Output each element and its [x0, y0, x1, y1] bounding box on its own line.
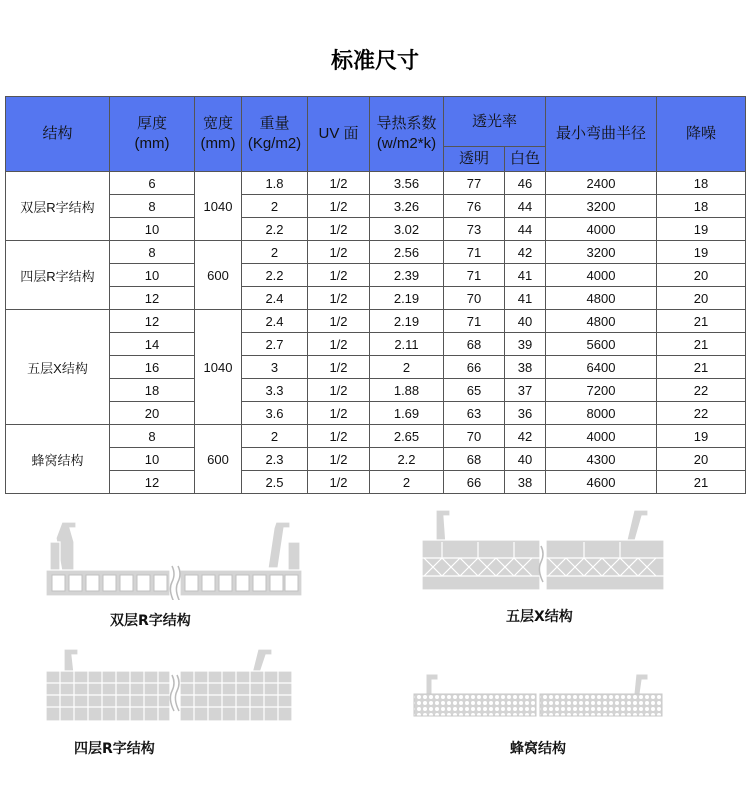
thickness-cell: 12: [110, 471, 195, 494]
weight-cell: 3.6: [242, 402, 308, 425]
noise-cell: 19: [657, 218, 746, 241]
header-width: 宽度 (mm): [195, 97, 242, 172]
width-cell: 600: [195, 241, 242, 310]
thickness-cell: 6: [110, 172, 195, 195]
weight-cell: 2.5: [242, 471, 308, 494]
table-row: [6, 379, 746, 402]
table-row: [6, 218, 746, 241]
uv-cell: 1/2: [308, 287, 370, 310]
uv-cell: 1/2: [308, 310, 370, 333]
four-r-structure-diagram: [40, 645, 300, 725]
structure-cell: 蜂窝结构: [6, 425, 110, 494]
clear-transmittance-cell: 71: [444, 241, 505, 264]
weight-cell: 1.8: [242, 172, 308, 195]
five-x-structure-label: 五层X结构: [506, 609, 573, 625]
weight-cell: 2: [242, 425, 308, 448]
thermal-cell: 3.26: [370, 195, 444, 218]
header-uv: UV 面: [308, 97, 370, 172]
width-cell: 1040: [195, 310, 242, 425]
thermal-cell: 2.56: [370, 241, 444, 264]
clear-transmittance-cell: 76: [444, 195, 505, 218]
bend-radius-cell: 7200: [546, 379, 657, 402]
thermal-cell: 2.11: [370, 333, 444, 356]
thermal-cell: 2.39: [370, 264, 444, 287]
header-white: 白色: [505, 147, 546, 172]
bend-radius-cell: 2400: [546, 172, 657, 195]
white-transmittance-cell: 42: [505, 241, 546, 264]
spec-table: [5, 96, 746, 494]
thickness-cell: 8: [110, 195, 195, 218]
noise-cell: 19: [657, 241, 746, 264]
thermal-cell: 2.65: [370, 425, 444, 448]
structure-cell: 四层R字结构: [6, 241, 110, 310]
table-row: [6, 310, 746, 333]
header-structure: 结构: [6, 97, 110, 172]
weight-cell: 3: [242, 356, 308, 379]
header-weight: 重量 (Kg/m2): [242, 97, 308, 172]
thermal-cell: 2.2: [370, 448, 444, 471]
noise-cell: 18: [657, 172, 746, 195]
noise-cell: 20: [657, 264, 746, 287]
table-row: [6, 471, 746, 494]
white-transmittance-cell: 36: [505, 402, 546, 425]
weight-cell: 2.2: [242, 264, 308, 287]
white-transmittance-cell: 40: [505, 310, 546, 333]
white-transmittance-cell: 42: [505, 425, 546, 448]
noise-cell: 21: [657, 333, 746, 356]
noise-cell: 21: [657, 356, 746, 379]
thermal-cell: 1.88: [370, 379, 444, 402]
clear-transmittance-cell: 71: [444, 310, 505, 333]
thermal-cell: 2.19: [370, 287, 444, 310]
thickness-cell: 12: [110, 310, 195, 333]
table-row: [6, 402, 746, 425]
header-noise: 降噪: [657, 97, 746, 172]
header-thickness: 厚度 (mm): [110, 97, 195, 172]
white-transmittance-cell: 41: [505, 264, 546, 287]
clear-transmittance-cell: 71: [444, 264, 505, 287]
thickness-cell: 14: [110, 333, 195, 356]
header-clear: 透明: [444, 147, 505, 172]
uv-cell: 1/2: [308, 356, 370, 379]
thermal-cell: 3.56: [370, 172, 444, 195]
thermal-cell: 3.02: [370, 218, 444, 241]
thickness-cell: 10: [110, 448, 195, 471]
thickness-cell: 8: [110, 425, 195, 448]
noise-cell: 21: [657, 471, 746, 494]
uv-cell: 1/2: [308, 471, 370, 494]
white-transmittance-cell: 38: [505, 471, 546, 494]
bend-radius-cell: 4800: [546, 310, 657, 333]
bend-radius-cell: 3200: [546, 195, 657, 218]
bend-radius-cell: 4000: [546, 425, 657, 448]
noise-cell: 20: [657, 448, 746, 471]
width-cell: 600: [195, 425, 242, 494]
clear-transmittance-cell: 68: [444, 333, 505, 356]
white-transmittance-cell: 44: [505, 218, 546, 241]
white-transmittance-cell: 41: [505, 287, 546, 310]
header-transmittance: 透光率: [444, 97, 546, 147]
thickness-cell: 12: [110, 287, 195, 310]
thickness-cell: 20: [110, 402, 195, 425]
clear-transmittance-cell: 68: [444, 448, 505, 471]
thermal-cell: 2.19: [370, 310, 444, 333]
noise-cell: 20: [657, 287, 746, 310]
thermal-cell: 1.69: [370, 402, 444, 425]
honeycomb-structure-diagram: [410, 670, 666, 722]
bend-radius-cell: 4300: [546, 448, 657, 471]
spec-table-body: [6, 172, 746, 494]
clear-transmittance-cell: 70: [444, 287, 505, 310]
weight-cell: 2.4: [242, 310, 308, 333]
white-transmittance-cell: 39: [505, 333, 546, 356]
clear-transmittance-cell: 65: [444, 379, 505, 402]
table-row: [6, 287, 746, 310]
table-row: [6, 195, 746, 218]
white-transmittance-cell: 46: [505, 172, 546, 195]
structure-cell: 五层X结构: [6, 310, 110, 425]
four-r-structure-label: 四层R字结构: [74, 741, 155, 757]
weight-cell: 3.3: [242, 379, 308, 402]
uv-cell: 1/2: [308, 448, 370, 471]
table-row: [6, 425, 746, 448]
uv-cell: 1/2: [308, 264, 370, 287]
bend-radius-cell: 8000: [546, 402, 657, 425]
weight-cell: 2.4: [242, 287, 308, 310]
thermal-cell: 2: [370, 356, 444, 379]
uv-cell: 1/2: [308, 172, 370, 195]
five-x-structure-diagram: [418, 506, 668, 598]
bend-radius-cell: 5600: [546, 333, 657, 356]
clear-transmittance-cell: 77: [444, 172, 505, 195]
white-transmittance-cell: 38: [505, 356, 546, 379]
weight-cell: 2: [242, 241, 308, 264]
uv-cell: 1/2: [308, 333, 370, 356]
white-transmittance-cell: 37: [505, 379, 546, 402]
bend-radius-cell: 4000: [546, 218, 657, 241]
thickness-cell: 8: [110, 241, 195, 264]
clear-transmittance-cell: 66: [444, 471, 505, 494]
header-thermal: 导热系数 (w/m2*k): [370, 97, 444, 172]
width-cell: 1040: [195, 172, 242, 241]
thickness-cell: 18: [110, 379, 195, 402]
bend-radius-cell: 4000: [546, 264, 657, 287]
weight-cell: 2.7: [242, 333, 308, 356]
table-row: [6, 264, 746, 287]
white-transmittance-cell: 44: [505, 195, 546, 218]
uv-cell: 1/2: [308, 218, 370, 241]
weight-cell: 2.3: [242, 448, 308, 471]
clear-transmittance-cell: 73: [444, 218, 505, 241]
bend-radius-cell: 4600: [546, 471, 657, 494]
thickness-cell: 10: [110, 264, 195, 287]
table-row: [6, 356, 746, 379]
weight-cell: 2: [242, 195, 308, 218]
clear-transmittance-cell: 66: [444, 356, 505, 379]
honeycomb-structure-label: 蜂窝结构: [510, 741, 566, 757]
noise-cell: 18: [657, 195, 746, 218]
noise-cell: 22: [657, 402, 746, 425]
white-transmittance-cell: 40: [505, 448, 546, 471]
thickness-cell: 10: [110, 218, 195, 241]
thermal-cell: 2: [370, 471, 444, 494]
noise-cell: 19: [657, 425, 746, 448]
table-row: [6, 172, 746, 195]
bend-radius-cell: 6400: [546, 356, 657, 379]
clear-transmittance-cell: 63: [444, 402, 505, 425]
weight-cell: 2.2: [242, 218, 308, 241]
bend-radius-cell: 3200: [546, 241, 657, 264]
twin-r-structure-diagram: [40, 516, 310, 600]
twin-r-structure-label: 双层R字结构: [110, 613, 191, 629]
table-row: [6, 333, 746, 356]
table-row: [6, 448, 746, 471]
thickness-cell: 16: [110, 356, 195, 379]
clear-transmittance-cell: 70: [444, 425, 505, 448]
header-bend-radius: 最小弯曲半径: [546, 97, 657, 172]
uv-cell: 1/2: [308, 195, 370, 218]
uv-cell: 1/2: [308, 379, 370, 402]
page-title: 标准尺寸: [330, 49, 419, 74]
noise-cell: 21: [657, 310, 746, 333]
table-row: [6, 241, 746, 264]
noise-cell: 22: [657, 379, 746, 402]
uv-cell: 1/2: [308, 425, 370, 448]
uv-cell: 1/2: [308, 402, 370, 425]
structure-cell: 双层R字结构: [6, 172, 110, 241]
uv-cell: 1/2: [308, 241, 370, 264]
bend-radius-cell: 4800: [546, 287, 657, 310]
